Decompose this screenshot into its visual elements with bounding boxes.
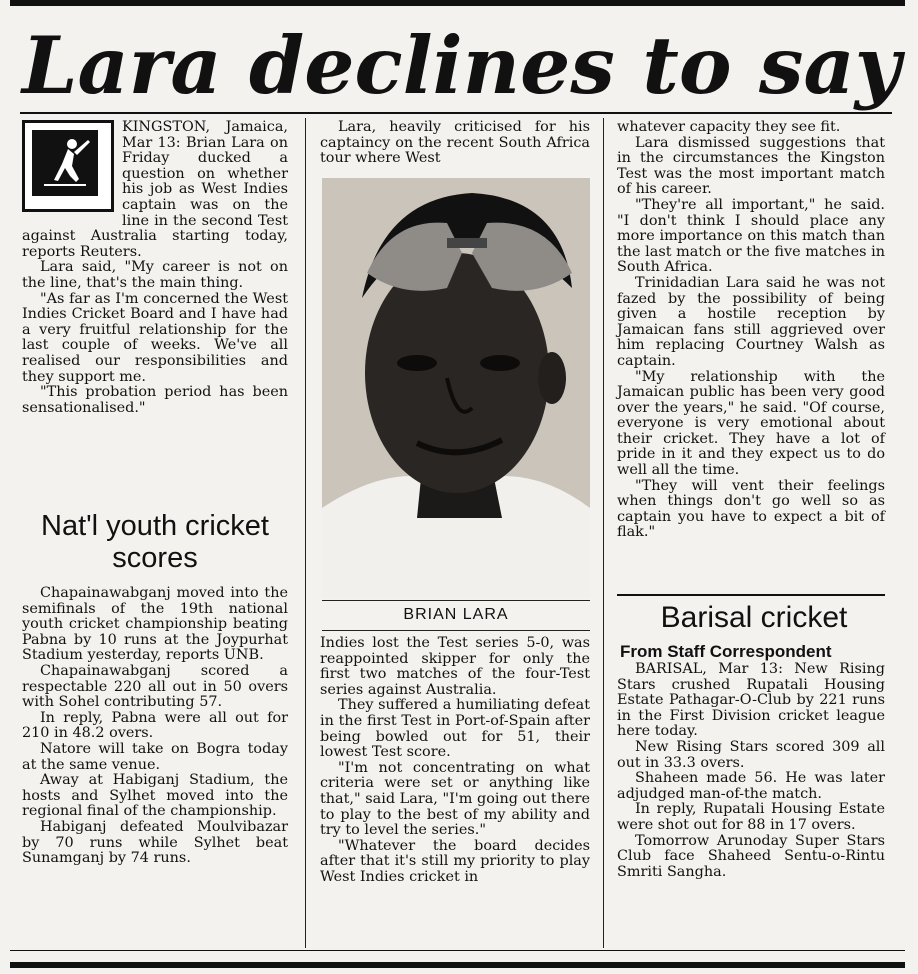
main-headline: Lara declines to say [22,19,901,112]
lara-paragraph: Lara said, "My career is not on the line, that's the main thing. [22,259,288,291]
barisal-byline: From Staff Correspondent [620,642,832,661]
barisal-paragraph: BARISAL, Mar 13: New Rising Stars crushed Rupatali Housing Estate Pathagar-O-Club by 221 runs in the First Division cricket league here today. [617,661,885,740]
lara-paragraph: Trinidadian Lara said he was not fazed by the possibility of being given a hostile reception by Jamaican fans still aggrieved over him replacing Courtney Walsh as captain. [617,274,885,369]
column-rule-1 [305,118,306,948]
brian-lara-photo [322,178,590,598]
bottom-rule [10,962,905,968]
barisal-paragraph: New Rising Stars scored 309 all out in 33.3 overs. [617,738,885,771]
barisal-paragraph: Shaheen made 56. He was later adjudged man-of-the match. [617,770,885,802]
lara-paragraph: "I'm not concentrating on what criteria were set or anything like that," said Lara, "I'm going out there to play to the best of my ability and try to level the series." [320,759,590,839]
youth-headline: Nat'l youth cricket scores [41,510,269,574]
youth-paragraph: Chapainawabganj moved into the semifinals of the 19th national youth cricket championship beating Pabna by 10 runs at the Joypurhat Stadium yesterday, reports UNB. [22,585,288,664]
lara-column-2-top [320,120,590,167]
lara-paragraph: Lara, heavily criticised for his captaincy on the recent South Africa tour where West [320,119,590,167]
lara-paragraph: "This probation period has been sensationalised." [22,384,288,416]
column-rule-2 [603,118,604,948]
lara-column-2-bottom [320,636,590,886]
barisal-paragraph: In reply, Rupatali Housing Estate were shot out for 88 in 17 overs. [617,801,885,833]
youth-paragraph: Away at Habiganj Stadium, the hosts and Sylhet moved into the regional final of the championship. [22,772,288,820]
portrait-image [322,178,590,598]
lara-paragraph: Indies lost the Test series 5-0, was reappointed skipper for only the first two matches of the four-Test series against Australia. [320,635,590,698]
lara-paragraph: KINGSTON, Jamaica, Mar 13: Brian Lara on Friday ducked a question on whether his job as West Indies captain was on the line in the second Test against Australia starting today, reports Reuters. [22,119,288,260]
barisal-paragraph: Tomorrow Arunoday Super Stars Club face Shaheed Sentu-o-Rintu Smriti Sangha. [617,832,885,880]
youth-paragraph: In reply, Pabna were all out for 210 in 48.2 overs. [22,709,288,742]
headline-rule [20,112,892,114]
lara-paragraph: They suffered a humiliating defeat in the first Test in Port-of-Spain after being bowled out for 51, their lowest Test score. [320,697,590,761]
lara-paragraph: whatever capacity they see fit. [617,119,841,135]
youth-paragraph: Habiganj defeated Moulvibazar by 70 runs while Sylhet beat Sunamganj by 74 runs. [22,818,288,867]
youth-column [22,586,288,867]
top-rule [10,0,905,6]
youth-paragraph: Chapainawabganj scored a respectable 220 all out in 50 overs with Sohel contributing 57. [22,662,288,711]
lara-paragraph: "My relationship with the Jamaican public has been very good over the years," he said. "Of course, everyone is very emotional about their cricket. They have a lot of pride in it and they expect us to do well all the time. [617,368,885,479]
lara-paragraph: "Whatever the board decides after that it's still my priority to play West Indies cricket in [320,837,590,885]
sports-logo [22,120,114,212]
lara-paragraph: "They're all important," he said. "I don't think I should place any more importance on this match than the last match or the five matches in South Africa. [617,196,885,276]
barisal-top-rule [617,594,885,596]
photo-caption: BRIAN LARA [403,606,509,623]
caption-rule [322,600,590,601]
cricket-batsman-icon [32,130,98,196]
youth-paragraph: Natore will take on Bogra today at the same venue. [22,740,288,773]
lara-paragraph: "As far as I'm concerned the West Indies Cricket Board and I have had a very fruitful relationship for the last couple of weeks. We've all realised our responsibilities and they support me. [22,290,288,385]
barisal-column [617,662,885,880]
lara-column-3 [617,120,885,541]
lara-column-1 [22,120,288,416]
lara-paragraph: Lara dismissed suggestions that in the circumstances the Kingston Test was the most important match of his career. [617,134,885,198]
caption-rule [322,630,590,631]
barisal-headline: Barisal cricket [660,601,848,634]
lara-paragraph: "They will vent their feelings when things don't go well so as captain you have to expect a bit of flak." [617,477,885,541]
bottom-thin-rule [10,950,905,951]
